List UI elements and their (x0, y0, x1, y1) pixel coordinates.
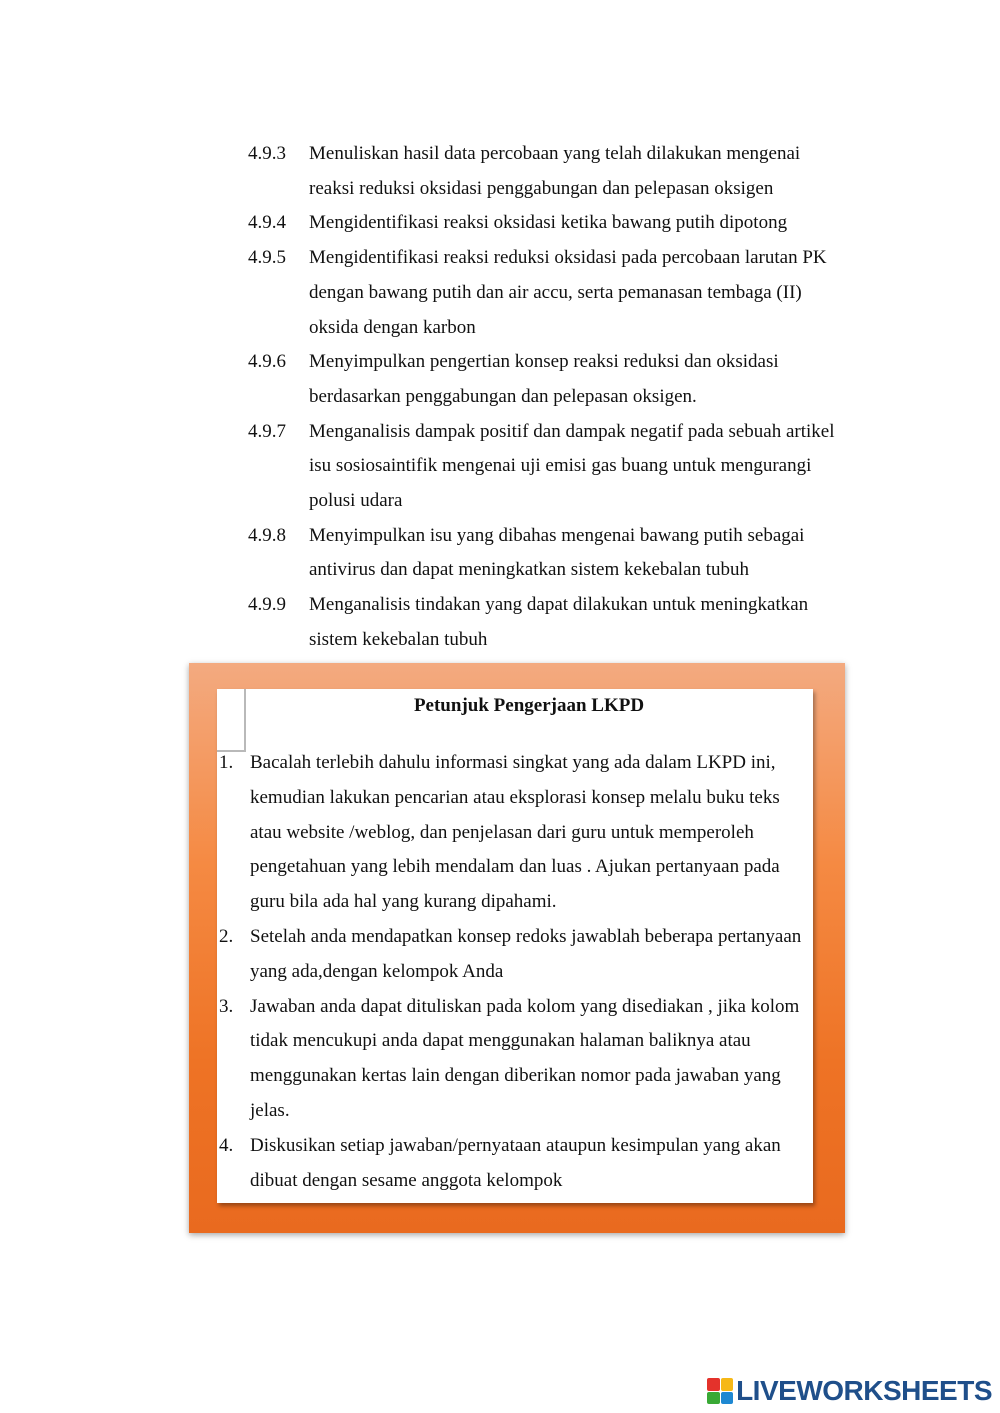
instruction-number: 1. (219, 752, 234, 773)
objective-item (248, 345, 848, 414)
panel-divider (244, 689, 246, 751)
objective-number: 4.9.6 (248, 351, 286, 373)
objective-item (248, 137, 848, 206)
objective-number: 4.9.4 (248, 212, 286, 234)
objective-number: 4.9.9 (248, 594, 286, 616)
instruction-item (219, 990, 814, 1129)
objective-number: 4.9.3 (248, 143, 286, 164)
objective-text: Menyimpulkan pengertian konsep reaksi reduksi dan oksidasi berdasarkan penggabungan dan pelepasan oksigen. (309, 351, 779, 407)
instruction-number: 4. (219, 1134, 234, 1156)
instruction-text: Diskusikan setiap jawaban/pernyataan ataupun kesimpulan yang akan dibuat dengan sesame anggota kelompok (250, 1134, 781, 1191)
instruction-item (219, 746, 814, 920)
objective-item (248, 206, 848, 241)
objective-number: 4.9.5 (248, 247, 286, 269)
objective-item (248, 415, 848, 519)
watermark-text: LIVEWORKSHEETS (736, 1375, 992, 1406)
instruction-item (219, 920, 814, 990)
objective-text: Menganalisis tindakan yang dapat dilakukan untuk meningkatkan sistem kekebalan tubuh (309, 594, 809, 650)
objective-item (248, 241, 848, 345)
instruction-text: Setelah anda mendapatkan konsep redoks jawablah beberapa pertanyaan yang ada,dengan kelompok Anda (250, 925, 802, 982)
objective-number: 4.9.7 (248, 420, 286, 442)
objective-item (248, 588, 848, 657)
objective-text: Menuliskan hasil data percobaan yang telah dilakukan mengenai reaksi reduksi oksidasi penggabungan dan pelepasan oksigen (309, 143, 801, 199)
objective-text: Menyimpulkan isu yang dibahas mengenai bawang putih sebagai antivirus dan dapat meningkatkan sistem kekebalan tubuh (309, 524, 805, 581)
objective-number: 4.9.8 (248, 524, 286, 546)
liveworksheets-watermark (707, 1374, 992, 1408)
instruction-text: Jawaban anda dapat dituliskan pada kolom yang disediakan , jika kolom tidak mencukupi anda dapat menggunakan halaman baliknya atau menggunakan kertas lain dengan diberikan nomor pada jawaban yang jelas. (250, 995, 800, 1121)
instruction-number: 3. (219, 995, 234, 1017)
learning-objectives-list (248, 137, 848, 658)
liveworksheets-logo-icon (707, 1378, 733, 1404)
instruction-item (219, 1129, 814, 1199)
instruction-number: 2. (219, 925, 234, 947)
objective-text: Menganalisis dampak positif dan dampak negatif pada sebuah artikel isu sosiosaintifik mengenai uji emisi gas buang untuk mengurangi polusi udara (309, 420, 835, 512)
objective-text: Mengidentifikasi reaksi oksidasi ketika bawang putih dipotong (309, 212, 788, 234)
objective-item (248, 519, 848, 588)
instruction-text: Bacalah terlebih dahulu informasi singkat yang ada dalam LKPD ini, kemudian lakukan pencarian atau eksplorasi konsep melalu buku teks atau website /weblog, dan penjelasan dari guru untuk memperoleh pengetahuan yang lebih mendalam dan luas . Ajukan pertanyaan pada guru bila ada hal yang kurang dipahami. (250, 752, 780, 913)
objective-text: Mengidentifikasi reaksi reduksi oksidasi pada percobaan larutan PK dengan bawang putih dan air accu, serta pemanasan tembaga (II) oksida dengan karbon (309, 247, 827, 338)
instructions-list (219, 746, 814, 1198)
instructions-title: Petunjuk Pengerjaan LKPD (413, 695, 645, 716)
